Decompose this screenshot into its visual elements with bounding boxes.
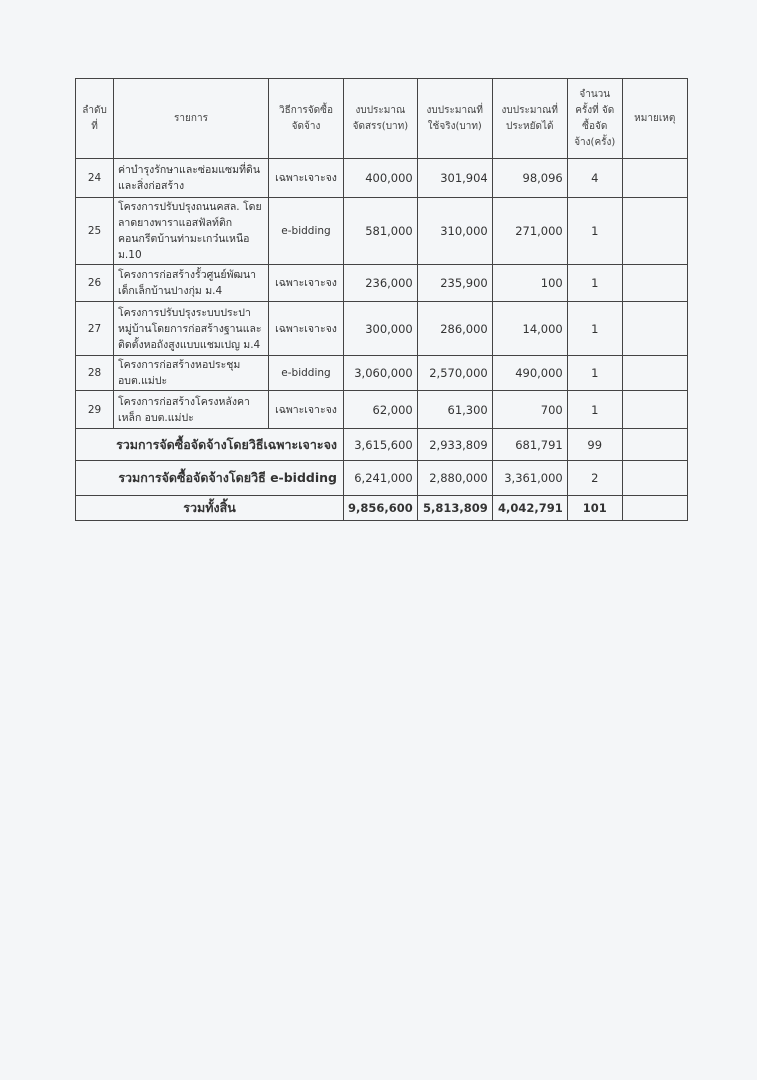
cell-allocated: 62,000 <box>344 391 418 429</box>
summary-allocated: 3,615,600 <box>344 429 418 461</box>
total-row <box>76 496 688 521</box>
cell-saved: 14,000 <box>492 302 567 356</box>
cell-note <box>622 265 687 302</box>
cell-actual: 2,570,000 <box>417 356 492 391</box>
cell-count: 1 <box>567 302 622 356</box>
cell-actual: 301,904 <box>417 159 492 198</box>
cell-count: 1 <box>567 265 622 302</box>
table-row <box>76 265 688 302</box>
summary-row-ebidding <box>76 461 688 496</box>
total-allocated: 9,856,600 <box>344 496 418 521</box>
cell-method: เฉพาะเจาะจง <box>269 265 344 302</box>
cell-method: e-bidding <box>269 198 344 265</box>
total-label: รวมทั้งสิ้น <box>76 496 344 521</box>
cell-note <box>622 302 687 356</box>
cell-item: โครงการก่อสร้างรั้วศูนย์พัฒนาเด็กเล็กบ้านปางกุ่ม ม.4 <box>114 265 269 302</box>
cell-count: 1 <box>567 198 622 265</box>
cell-allocated: 236,000 <box>344 265 418 302</box>
cell-method: เฉพาะเจาะจง <box>269 302 344 356</box>
total-actual: 5,813,809 <box>417 496 492 521</box>
cell-note <box>622 356 687 391</box>
cell-item: ค่าบำรุงรักษาและซ่อมแซมที่ดินและสิ่งก่อสร้าง <box>114 159 269 198</box>
summary-label: รวมการจัดซื้อจัดจ้างโดยวิธี e-bidding <box>76 461 344 496</box>
cell-no: 28 <box>76 356 114 391</box>
summary-actual: 2,880,000 <box>417 461 492 496</box>
header-saved: งบประมาณที่ ประหยัดได้ <box>492 79 567 159</box>
cell-note <box>622 159 687 198</box>
summary-saved: 3,361,000 <box>492 461 567 496</box>
summary-count: 2 <box>567 461 622 496</box>
cell-actual: 61,300 <box>417 391 492 429</box>
total-note <box>622 496 687 521</box>
cell-note <box>622 391 687 429</box>
summary-row-specific <box>76 429 688 461</box>
summary-count: 99 <box>567 429 622 461</box>
header-allocated: งบประมาณ จัดสรร(บาท) <box>344 79 418 159</box>
table-row <box>76 356 688 391</box>
procurement-table <box>75 78 688 521</box>
header-actual: งบประมาณที่ ใช้จริง(บาท) <box>417 79 492 159</box>
cell-allocated: 300,000 <box>344 302 418 356</box>
cell-saved: 490,000 <box>492 356 567 391</box>
cell-no: 26 <box>76 265 114 302</box>
cell-allocated: 3,060,000 <box>344 356 418 391</box>
cell-no: 25 <box>76 198 114 265</box>
cell-no: 29 <box>76 391 114 429</box>
table-header <box>76 79 688 159</box>
cell-method: e-bidding <box>269 356 344 391</box>
cell-count: 4 <box>567 159 622 198</box>
cell-no: 24 <box>76 159 114 198</box>
cell-allocated: 400,000 <box>344 159 418 198</box>
header-no: ลำดับ ที่ <box>76 79 114 159</box>
cell-actual: 310,000 <box>417 198 492 265</box>
summary-note <box>622 461 687 496</box>
cell-method: เฉพาะเจาะจง <box>269 159 344 198</box>
cell-saved: 271,000 <box>492 198 567 265</box>
cell-saved: 100 <box>492 265 567 302</box>
cell-item: โครงการปรับปรุงถนนคสล. โดยลาดยางพาราแอสฟัลท์ติกคอนกรีตบ้านท่ามะเกว๋นเหนือ ม.10 <box>114 198 269 265</box>
summary-saved: 681,791 <box>492 429 567 461</box>
cell-item: โครงการก่อสร้างโครงหลังคาเหล็ก อบต.แม่ปะ <box>114 391 269 429</box>
total-count: 101 <box>567 496 622 521</box>
table-row <box>76 198 688 265</box>
summary-note <box>622 429 687 461</box>
cell-saved: 700 <box>492 391 567 429</box>
cell-note <box>622 198 687 265</box>
summary-actual: 2,933,809 <box>417 429 492 461</box>
cell-count: 1 <box>567 391 622 429</box>
cell-allocated: 581,000 <box>344 198 418 265</box>
cell-no: 27 <box>76 302 114 356</box>
cell-method: เฉพาะเจาะจง <box>269 391 344 429</box>
summary-label: รวมการจัดซื้อจัดจ้างโดยวิธีเฉพาะเจาะจง <box>76 429 344 461</box>
header-count: จำนวน ครั้งที่ จัดซื้อจัด จ้าง(ครั้ง) <box>567 79 622 159</box>
header-item: รายการ <box>114 79 269 159</box>
table-row <box>76 302 688 356</box>
table-row <box>76 391 688 429</box>
cell-saved: 98,096 <box>492 159 567 198</box>
cell-actual: 286,000 <box>417 302 492 356</box>
table-row <box>76 159 688 198</box>
header-note: หมายเหตุ <box>622 79 687 159</box>
cell-item: โครงการก่อสร้างหอประชุม อบต.แม่ปะ <box>114 356 269 391</box>
summary-allocated: 6,241,000 <box>344 461 418 496</box>
total-saved: 4,042,791 <box>492 496 567 521</box>
cell-item: โครงการปรับปรุงระบบประปาหมู่บ้านโดยการก่อสร้างฐานและติดตั้งหอถังสูงแบบแชมเปญ ม.4 <box>114 302 269 356</box>
header-method: วิธีการจัดซื้อ จัดจ้าง <box>269 79 344 159</box>
cell-count: 1 <box>567 356 622 391</box>
cell-actual: 235,900 <box>417 265 492 302</box>
